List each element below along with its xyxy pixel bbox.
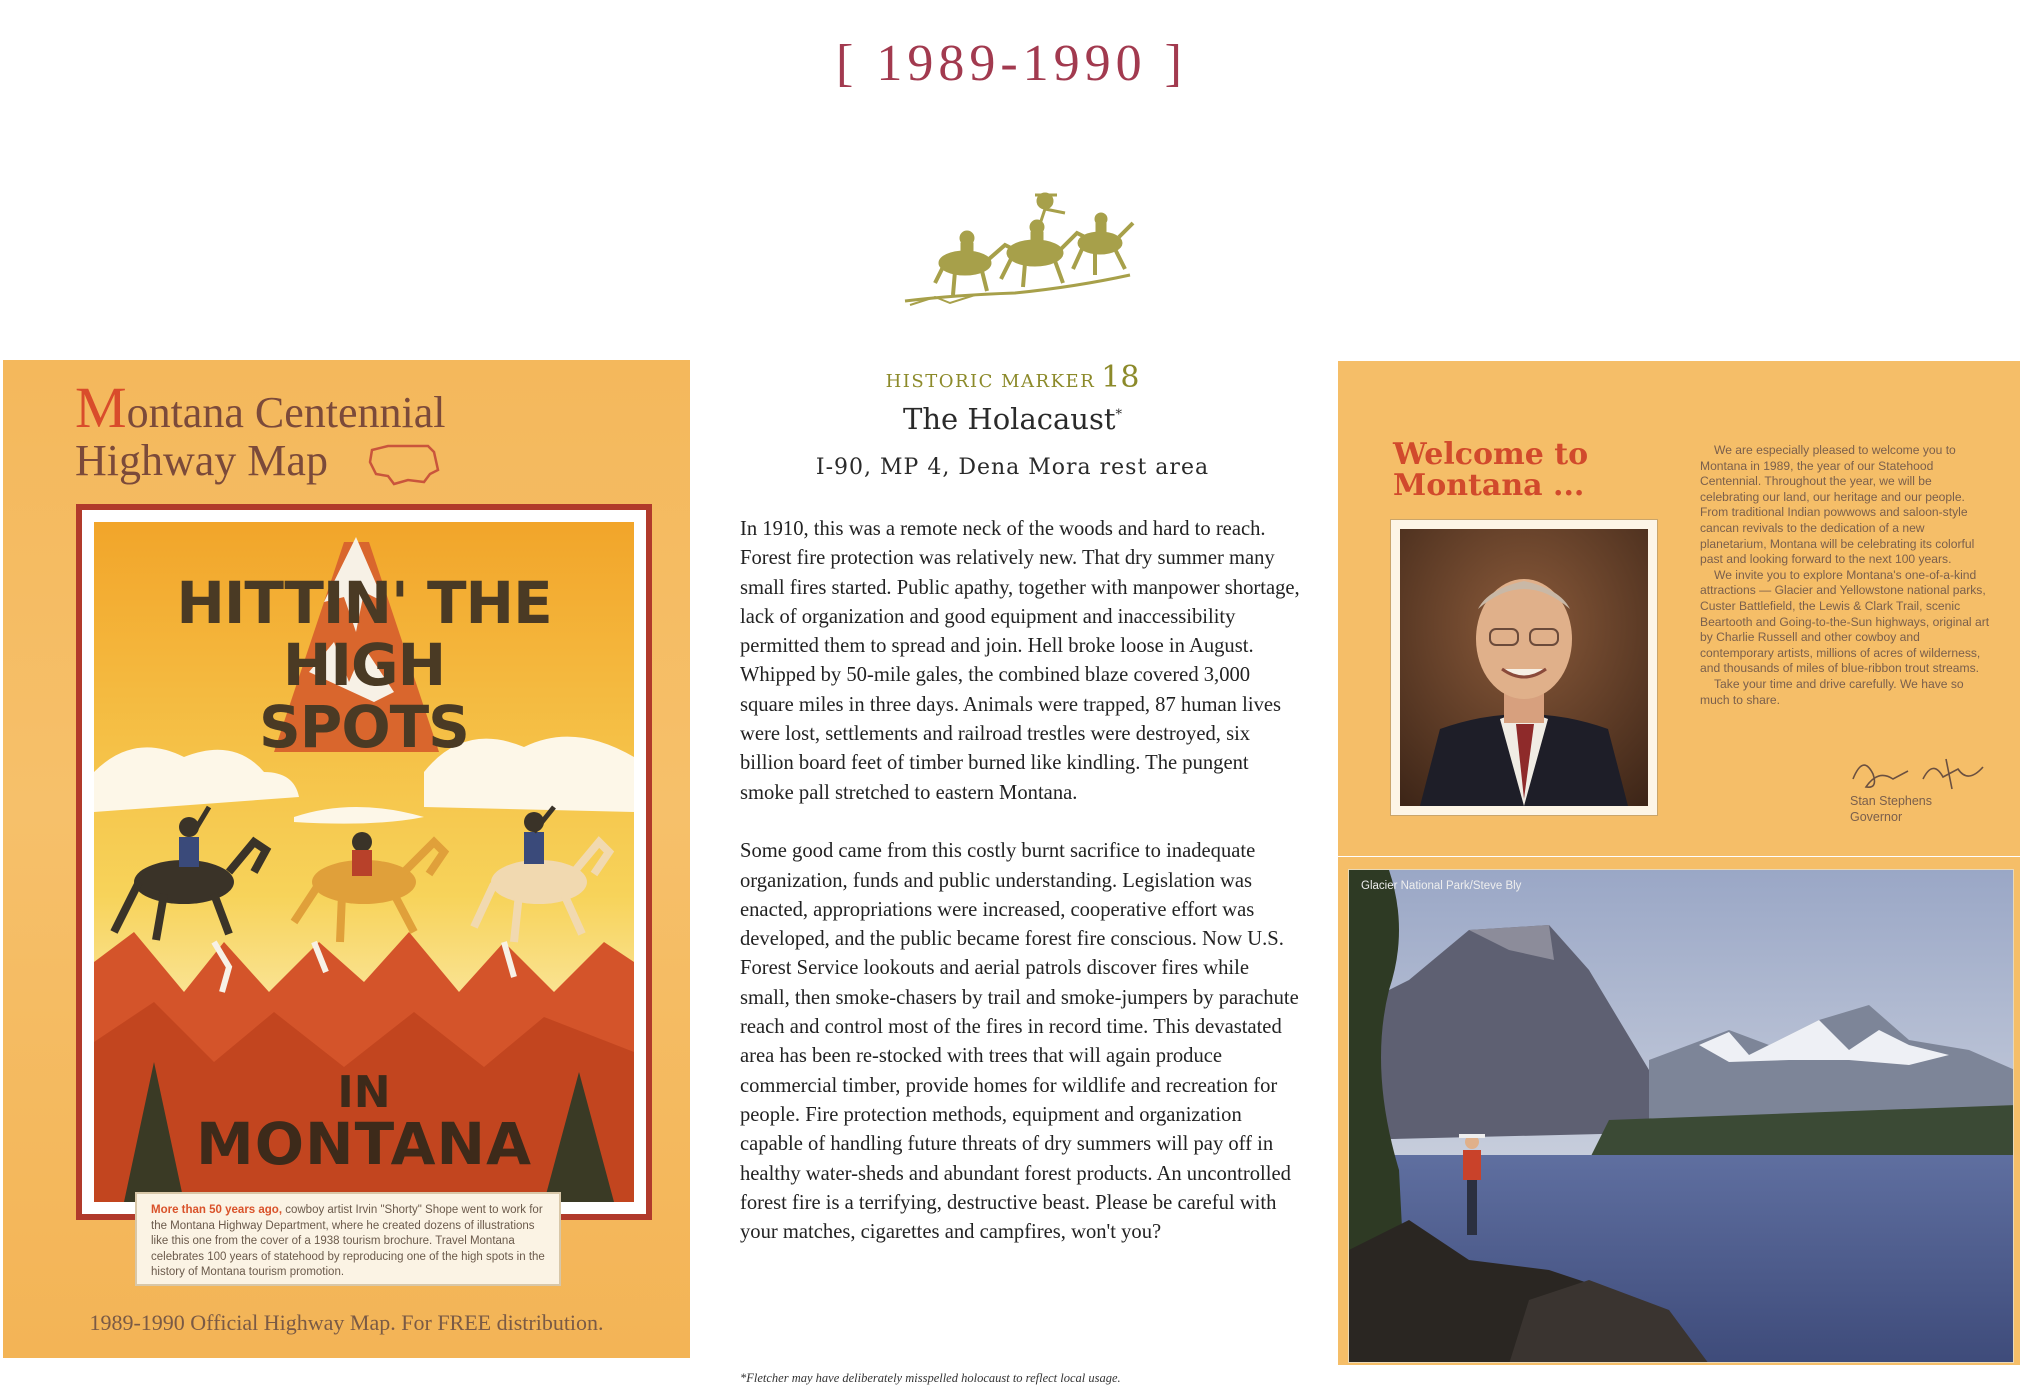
glacier-landscape-photo	[1348, 869, 2014, 1363]
signer-block	[1850, 793, 1932, 825]
poster-headline-line1: HITTIN' THE HIGH	[176, 569, 552, 699]
governor-portrait	[1400, 529, 1648, 806]
horse-riders-illustration-icon	[895, 183, 1145, 313]
governor-letter	[1700, 443, 1990, 708]
photo-credit: Glacier National Park/Steve Bly	[1361, 880, 1522, 892]
welcome-line2: Montana ...	[1393, 468, 1585, 503]
body-paragraph-1: In 1910, this was a remote neck of the woods and hard to reach. Forest fire protection was relatively new. That dry summer many small fires started. Public apathy, together with manpower shortage, lack of organization and good equipment and inaccessibility permitted them to spread and join. Hell broke loose in August. Whipped by 50-mile gales, the combined blaze covered 3,000 square miles in three days. Animals were trapped, 87 human lives were lost, settlements and railroad trestles were destroyed, six billion board feet of timber burned like kindling. The pungent smoke pall stretched to eastern Montana.	[740, 518, 1300, 804]
governor-portrait-frame	[1390, 519, 1658, 816]
poster-in-word: IN	[337, 1067, 391, 1118]
body-paragraph-2: Some good came from this costly burnt sacrifice to inadequate organization, funds and public understanding. Legislation was enacted, appropriations were increased, cooperative effort was developed, and the public became forest fire conscious. Now U.S. Forest Service lookouts and aerial patrols discover fires while small, then smoke-chasers by trail and smoke-jumpers by parachute reach and control most of the fires in record time. This devastated area has been re-stocked with trees that will again produce commercial timber, provide homes for wildlife and recreation for people. Fire protection methods, equipment and organization capable of handling future threats of dry summers will pay off in healthy water-sheds and abundant forest products. An uncontrolled forest fire is a terrifying, destructive beast. Please be careful with your matches, cigarettes and campfires, won't you?	[740, 840, 1299, 1244]
footnote: *Fletcher may have deliberately misspelled holocaust to reflect local usage.	[740, 1371, 1121, 1385]
caption-highlight: More than 50 years ago,	[151, 1204, 283, 1216]
map-title-line1: ontana Centennial	[126, 388, 446, 437]
glacier-photo-page	[1338, 857, 2020, 1365]
highway-map-cover	[3, 360, 690, 1358]
signer-title: Governor	[1850, 810, 1903, 824]
welcome-line1: Welcome to	[1393, 437, 1589, 472]
marker-body	[740, 515, 1300, 1277]
era-heading: [ 1989-1990 ]	[836, 35, 1187, 92]
montana-outline-icon	[368, 440, 442, 488]
poster-illustration	[94, 522, 634, 1202]
letter-paragraph-1: We are especially pleased to welcome you to Montana in 1989, the year of our Statehood Centennial. Throughout the year, we will be celebrating our land, our heritage and our people. From traditional Indian powwows and saloon-style cancan revivals to the dedication of a new planetarium, Montana will be celebrating its colorful past and looking forward to the next 100 years.	[1700, 443, 1975, 567]
welcome-page	[1338, 361, 2020, 856]
signature-icon	[1848, 749, 1998, 799]
signer-name: Stan Stephens	[1850, 794, 1933, 808]
poster-frame	[76, 504, 652, 1220]
map-title-line2: Highway Map	[75, 436, 328, 485]
map-title-initial: M	[75, 375, 127, 440]
footnote-mark: *	[1115, 407, 1122, 423]
marker-title	[700, 402, 1325, 436]
marker-title-text: The Holacaust	[903, 402, 1116, 436]
poster-headline	[94, 569, 634, 761]
poster-headline-line2: SPOTS	[259, 693, 469, 761]
marker-number: 18	[1101, 360, 1140, 395]
letter-paragraph-2: We invite you to explore Montana's one-of-a-kind attractions — Glacier and Yellowstone national parks, Custer Battlefield, the Lewis & Clark Trail, scenic Beartooth and Going-to-the-Sun highways, original art by Charlie Russell and other cowboy and contemporary artists, millions of acres of wilderness, and thousands of miles of blue-ribbon trout streams.	[1700, 567, 1990, 676]
poster-caption	[135, 1192, 561, 1286]
marker-label	[700, 360, 1325, 395]
poster-state-name: MONTANA	[196, 1110, 532, 1178]
map-footer: 1989-1990 Official Highway Map. For FREE distribution.	[89, 1310, 604, 1335]
welcome-heading	[1393, 439, 1588, 501]
caption-text: cowboy artist Irvin "Shorty" Shope went to work for the Montana Highway Department, where he created dozens of illustrations like this one from the cover of a 1938 tourism brochure. Travel Montana celebrates 100 years of statehood by reproducing one of the high spots in the history of Montana tourism promotion.	[151, 1204, 545, 1278]
marker-label-text: HISTORIC MARKER	[885, 371, 1096, 392]
marker-location: I-90, MP 4, Dena Mora rest area	[815, 455, 1210, 480]
letter-paragraph-3: Take your time and drive carefully. We have so much to share.	[1700, 676, 1964, 707]
